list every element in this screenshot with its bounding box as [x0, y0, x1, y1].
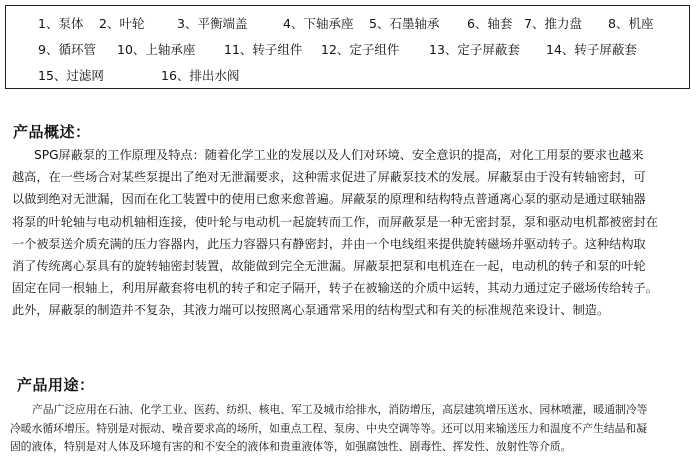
part-item: 4、下轴承座	[283, 16, 354, 31]
part-item: 8、机座	[608, 16, 654, 31]
overview-line: 越高，在一些场合对某些泵提出了绝对无泄漏要求，这种需求促进了屏蔽泵技术的发展。屏蔽泵由于没有转轴密封，可	[12, 170, 646, 185]
part-item: 11、转子组件	[224, 42, 303, 57]
usage-paragraph	[10, 401, 692, 457]
overview-line: 此外，屏蔽泵的制造并不复杂，其液力端可以按照离心泵通常采用的结构型式和有关的标准规范来设计、制造。	[12, 303, 610, 318]
overview-paragraph	[12, 144, 692, 322]
parts-legend-box	[5, 5, 690, 89]
part-item: 1、泵体	[38, 16, 84, 31]
part-item: 9、循环管	[38, 42, 96, 57]
overview-line: 将泵的叶轮轴与电动机轴相连接，使叶轮与电动机一起旋转而工作，而屏蔽泵是一种无密封泵，泵和驱动电机都被密封在	[12, 214, 658, 229]
overview-line: 以做到绝对无泄漏，因而在化工装置中的使用已愈来愈普遍。屏蔽泵的原理和结构特点普通离心泵的驱动是通过联轴器	[12, 192, 646, 207]
part-item: 14、转子屏蔽套	[546, 42, 637, 57]
overview-line: 消了传统离心泵具有的旋转轴密封装置，故能做到完全无泄漏。屏蔽泵把泵和电机连在一起，电动机的转子和泵的叶轮	[12, 258, 646, 273]
overview-line: 固定在同一根轴上，利用屏蔽套将电机的转子和定子隔开，转子在被输送的介质中运转，其动力通过定子磁场传给转子。	[12, 281, 658, 296]
overview-line: 一个被泵送介质充满的压力容器内，此压力容器只有静密封，并由一个电线组来提供旋转磁场并驱动转子。这种结构取	[12, 236, 646, 251]
usage-title: 产品用途：	[17, 376, 95, 394]
usage-line: 固的液体，特别是对人体及环境有害的和不安全的液体和贵重液体等，如强腐蚀性、剧毒性、挥发性、放射性等介质。	[10, 440, 572, 453]
part-item: 12、定子组件	[321, 42, 400, 57]
overview-title: 产品概述：	[13, 123, 91, 141]
usage-line: 产品广泛应用在石油、化学工业、医药、纺织、核电、军工及城市给排水，消防增压，高层建筑增压送水、园林喷灌，暖通制冷等	[32, 403, 648, 416]
part-item: 10、上轴承座	[117, 42, 196, 57]
overview-line: SPG屏蔽泵的工作原理及特点：随着化学工业的发展以及人们对环境、安全意识的提高，对化工用泵的要求也越来	[34, 148, 644, 162]
part-item: 6、轴套	[467, 16, 513, 31]
part-item: 16、排出水阀	[161, 68, 240, 83]
part-item: 5、石墨轴承	[369, 16, 440, 31]
part-item: 2、叶轮	[99, 16, 145, 31]
part-item: 7、推力盘	[524, 16, 582, 31]
usage-line: 冷暖水循环增压。特别是对振动、噪音要求高的场所，如重点工程、泵房、中央空调等等。还可以用来输送压力和温度不产生结晶和凝	[10, 421, 648, 435]
part-item: 13、定子屏蔽套	[429, 42, 520, 57]
parts-legend-grid	[6, 6, 689, 88]
part-item: 3、平衡端盖	[177, 16, 248, 31]
part-item: 15、过滤网	[38, 68, 104, 83]
